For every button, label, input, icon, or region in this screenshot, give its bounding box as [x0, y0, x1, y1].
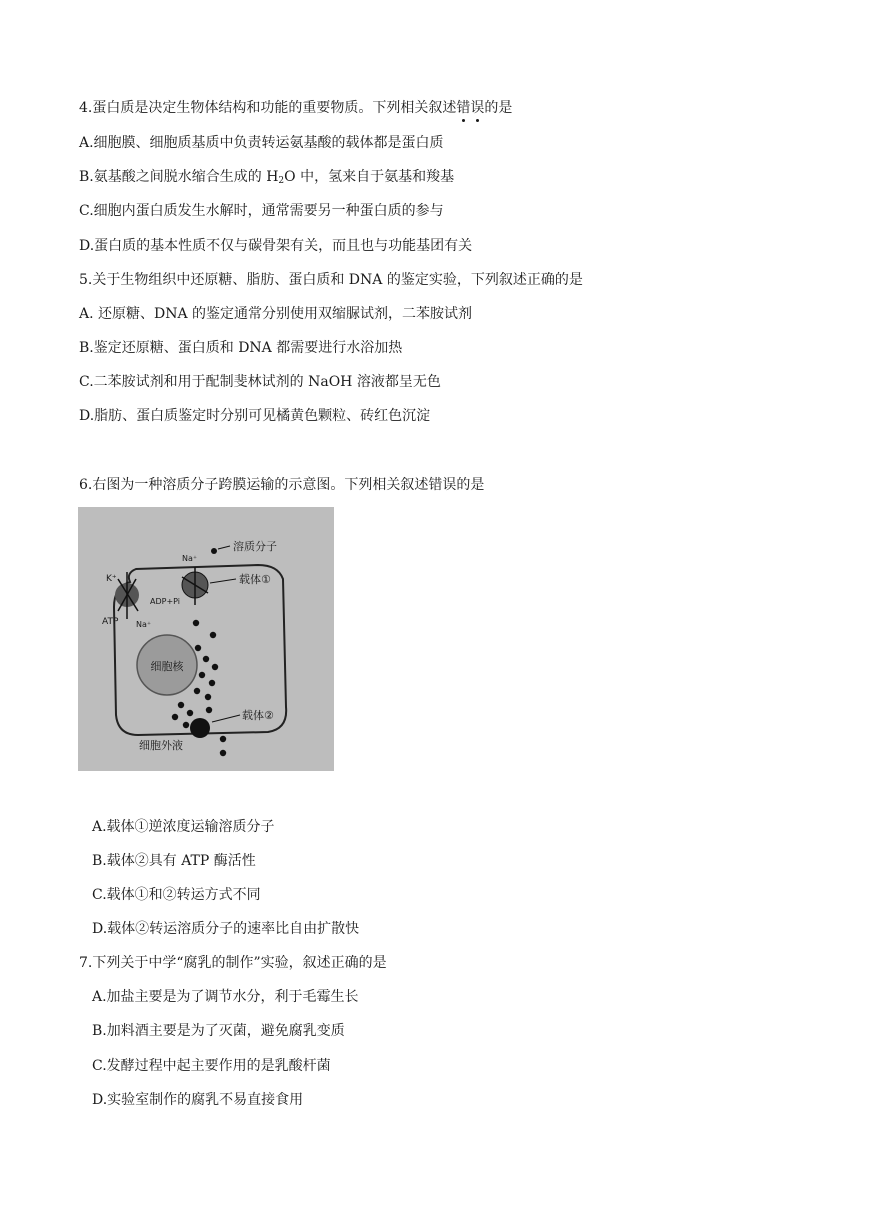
question-6-option-a: A.载体①逆浓度运输溶质分子: [92, 819, 275, 835]
sodium-top-label: Na⁺: [182, 554, 198, 563]
solute-molecule: [211, 548, 217, 554]
question-6-option-b: B.载体②具有 ATP 酶活性: [92, 853, 256, 869]
label-pointer: [210, 579, 236, 583]
question-6-option-c: C.载体①和②转运方式不同: [92, 887, 261, 903]
question-7-option-c: C.发酵过程中起主要作用的是乳酸杆菌: [92, 1058, 331, 1074]
question-4-option-b: [79, 167, 454, 191]
question-4-stem-text: 4.蛋白质是决定生物体结构和功能的重要物质。下列相关叙述: [79, 100, 457, 116]
atp-label: ATP: [102, 617, 119, 627]
question-4-option-a: A.细胞膜、细胞质基质中负责转运氨基酸的载体都是蛋白质: [79, 135, 444, 151]
sodium-label: Na⁺: [136, 620, 152, 629]
solute-label: 溶质分子: [233, 540, 277, 553]
membrane-transport-figure: [78, 507, 334, 771]
label-pointer: [218, 546, 230, 549]
carrier-2: [190, 718, 210, 738]
question-4-stem: [79, 98, 512, 118]
question-5-option-c: C.二苯胺试剂和用于配制斐林试剂的 NaOH 溶液都呈无色: [79, 374, 441, 390]
option-b-text-end: O 中，氢来自于氨基和羧基: [284, 169, 455, 185]
question-5-option-b: B.鉴定还原糖、蛋白质和 DNA 都需要进行水浴加热: [79, 340, 403, 356]
question-7-option-d: D.实验室制作的腐乳不易直接食用: [92, 1092, 304, 1108]
question-5-option-a: A. 还原糖、DNA 的鉴定通常分别使用双缩脲试剂，二苯胺试剂: [79, 306, 473, 322]
question-5-stem: 5.关于生物组织中还原糖、脂肪、蛋白质和 DNA 的鉴定实验，下列叙述正确的是: [79, 272, 583, 288]
question-6-stem: 6.右图为一种溶质分子跨膜运输的示意图。下列相关叙述错误的是: [79, 477, 485, 493]
question-7-option-b: B.加料酒主要是为了灭菌，避免腐乳变质: [92, 1023, 345, 1039]
question-7-stem: 7.下列关于中学“腐乳的制作”实验，叙述正确的是: [79, 955, 387, 971]
emphasis-char: 错: [456, 100, 471, 116]
question-7-option-a: A.加盐主要是为了调节水分，利于毛霉生长: [92, 989, 359, 1005]
option-b-text: B.氨基酸之间脱水缩合生成的 H: [79, 169, 279, 185]
potassium-label: K⁺: [106, 574, 117, 584]
question-5-option-d: D.脂肪、蛋白质鉴定时分别可见橘黄色颗粒、砖红色沉淀: [79, 408, 431, 424]
question-4-option-c: C.细胞内蛋白质发生水解时，通常需要另一种蛋白质的参与: [79, 203, 444, 219]
emphasis-char: 误: [470, 100, 485, 116]
label-pointer: [212, 715, 240, 722]
nucleus-label: 细胞核: [150, 660, 184, 673]
adp-label: ADP+Pi: [150, 597, 181, 606]
cell-diagram: [78, 507, 334, 771]
subscript: 2: [278, 176, 285, 186]
question-4-stem-end: 的是: [484, 100, 513, 116]
question-4-option-d: D.蛋白质的基本性质不仅与碳骨架有关，而且也与功能基团有关: [79, 238, 473, 254]
question-6-option-d: D.载体②转运溶质分子的速率比自由扩散快: [92, 921, 360, 937]
carrier-1-label: 载体①: [239, 573, 271, 586]
carrier-2-label: 载体②: [242, 709, 274, 722]
extracellular-label: 细胞外液: [139, 739, 183, 752]
